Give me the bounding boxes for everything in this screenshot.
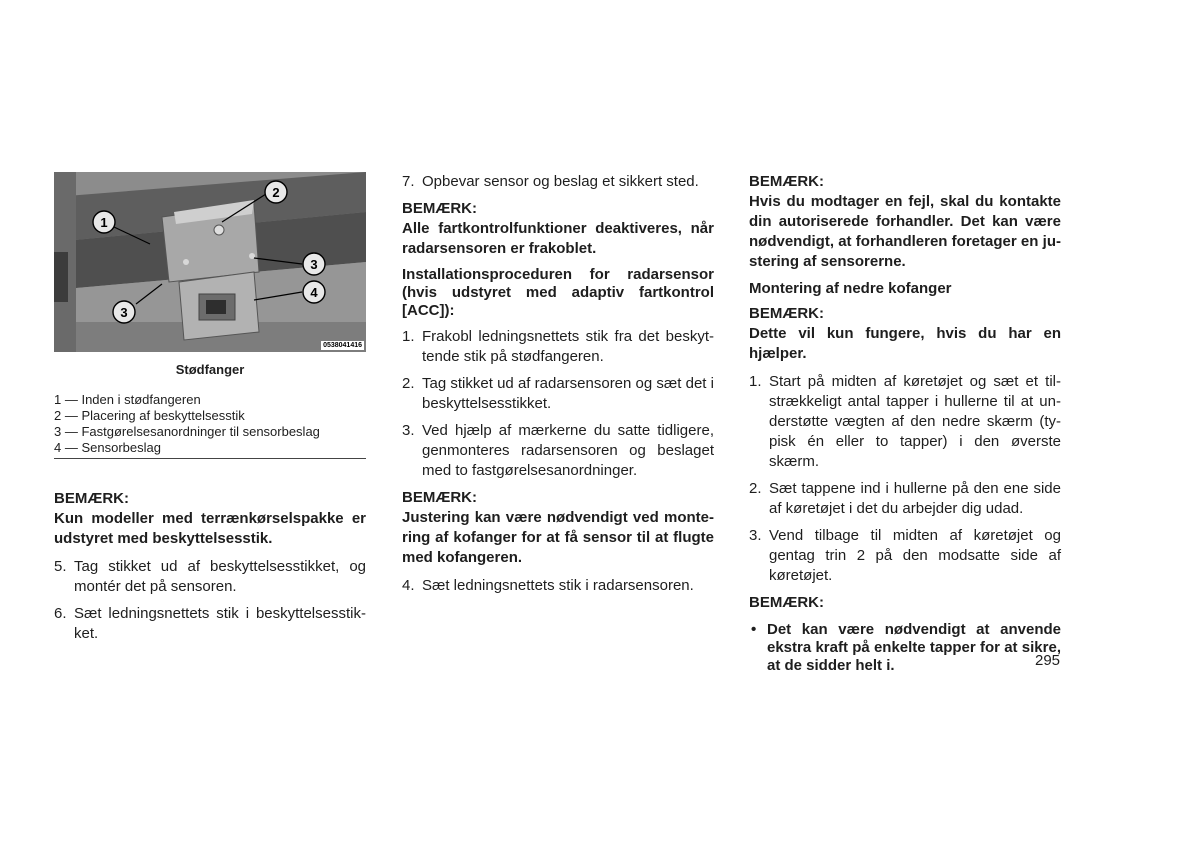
note-text: Alle fartkontrolfunktioner deaktiveres, når radarsensoren er frakoblet. [402,220,714,257]
step-number: 7. [402,173,415,190]
column-right [749,172,1061,675]
note-heading: BEMÆRK: [749,173,824,190]
bullet-text: Det kan være nødvendigt at anvende ekstra kraft på enkelte tapper for at sikre, at de sidder helt i. [767,621,1061,674]
step-item [54,557,366,597]
step-number: 3. [402,422,415,439]
note-heading: BEMÆRK: [749,305,824,322]
bullet-item [749,621,1061,675]
step-text: Ved hjælp af mærkerne du satte tidligere, genmonteres radarsensoren og beslaget med to fastgørelsesanordninger. [422,422,714,479]
svg-text:3: 3 [120,305,128,320]
step-text: Sæt ledningsnettets stik i radarsensoren. [422,577,694,594]
step-number: 3. [749,527,762,544]
note-heading: BEMÆRK: [749,594,824,611]
note-text: Justering kan være nødvendigt ved montering af kofanger for at få sensor til at flugte med kofangeren. [402,509,714,566]
install-heading: Installationsproceduren for radarsensor (hvis udstyret med adaptiv fartkontrol [ACC]): [402,266,714,319]
step-text: Vend tilbage til midten af køretøjet og gentag trin 2 på den modsatte side af køretøjet. [769,527,1061,584]
bumper-illustration [54,172,366,352]
step-number: 6. [54,605,67,622]
svg-text:3: 3 [310,257,318,272]
column-middle [402,172,714,596]
figure-caption: Stødfanger [175,362,245,377]
callout-4 [303,281,325,303]
mount-heading: Montering af nedre kofanger [749,280,952,297]
step-text: Tag stikket ud af beskyttelsesstikket, og montér det på sensoren. [74,558,366,595]
note-text: Dette vil kun fungere, hvis du har en hjælper. [749,325,1061,362]
step-number: 1. [749,373,762,390]
step-text: Frakobl ledningsnettets stik fra det beskyttende stik på stødfangeren. [422,328,714,365]
note-heading: BEMÆRK: [54,490,129,507]
step-item [749,372,1061,472]
legend-item: 4 — Sensorbeslag [54,440,161,455]
step-item [402,374,714,414]
step-text: Sæt tappene ind i hullerne på den ene side af køretøjet i det du arbejder dig udad. [769,480,1061,517]
step-item [402,327,714,367]
step-text: Sæt ledningsnettets stik i beskyttelsesstikket. [74,605,366,642]
step-number: 4. [402,577,415,594]
note-heading: BEMÆRK: [402,200,477,217]
note-text: Hvis du modtager en fejl, skal du kontakte din autoriserede forhandler. Det kan være nødvendigt, at forhandleren foretager en justering af sensorerne. [749,193,1061,270]
step-item [749,479,1061,519]
legend-item: 3 — Fastgørelsesanordninger til sensorbeslag [54,424,320,439]
callout-3-right [303,253,325,275]
bullet-dot: • [751,621,757,638]
step-text: Opbevar sensor og beslag et sikkert sted. [422,173,699,190]
svg-text:2: 2 [272,185,280,200]
step-number: 5. [54,558,67,575]
figure-legend [54,392,366,459]
step-number: 2. [749,480,762,497]
svg-text:4: 4 [310,285,318,300]
legend-item: 1 — Inden i stødfangeren [54,392,201,407]
note-text: Kun modeller med terrænkørselspakke er udstyret med beskyttelsesstik. [54,510,366,547]
svg-text:1: 1 [100,215,108,230]
step-text: Tag stikket ud af radarsensoren og sæt det i beskyttelsesstikket. [422,375,714,412]
step-item [402,172,714,192]
step-text: Start på midten af køretøjet og sæt et tilstrækkeligt antal tapper i hullerne til at understøtte vægten af den nedre skærm (typisk én eller to tapper) i den øverste skærm. [769,373,1061,470]
column-left [54,172,366,644]
step-item [402,421,714,481]
page-number: 295 [1035,652,1061,669]
bumper-figure [54,172,366,352]
figure-code: 0538041416 [323,342,362,349]
step-item [54,604,366,644]
step-number: 1. [402,328,415,345]
step-number: 2. [402,375,415,392]
step-item [402,576,714,596]
callout-3-left [113,301,135,323]
legend-item: 2 — Placering af beskyttelsesstik [54,408,245,423]
note-heading: BEMÆRK: [402,489,477,506]
step-item [749,526,1061,586]
callout-2 [265,181,287,203]
callout-1 [93,211,115,233]
